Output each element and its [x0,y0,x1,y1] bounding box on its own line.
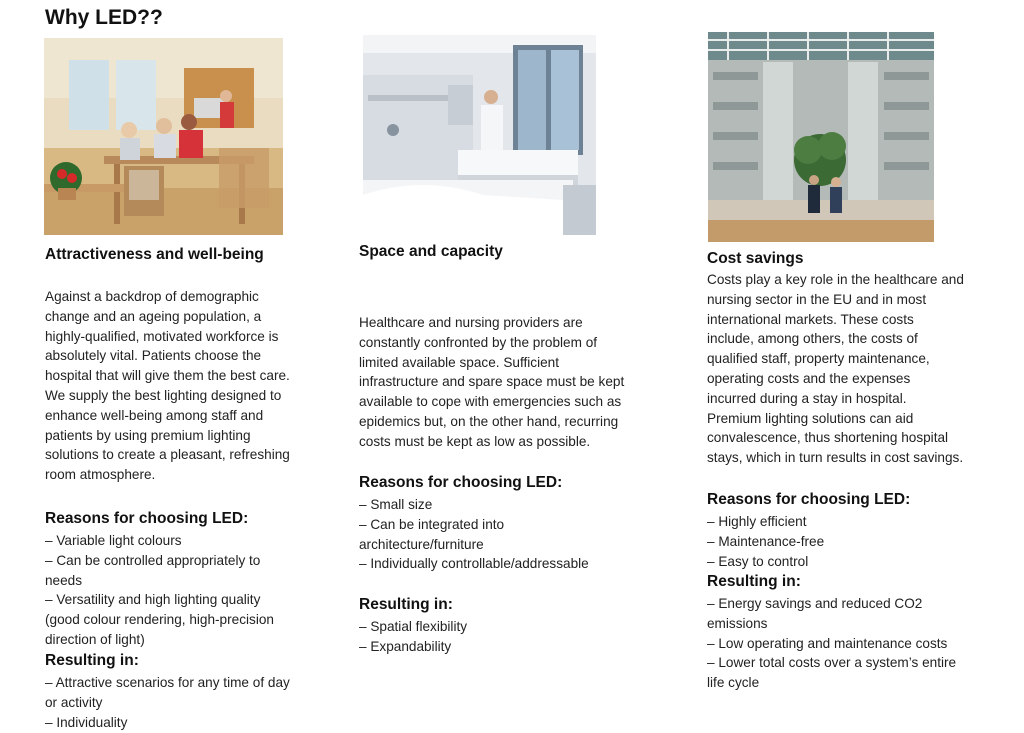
list-item: – Easy to control [707,553,809,569]
list-item: – Can be integrated into [359,516,505,532]
column-paragraph [45,287,345,485]
reasons-heading: Reasons for choosing LED: [45,510,249,527]
result-heading: Resulting in: [45,652,139,669]
list-item: – Individually controllable/addressable [359,556,589,572]
column-heading-cost: Cost savings [707,250,804,267]
reasons-list [45,531,345,650]
dining-room-photo [44,38,283,235]
text-line: Premium lighting solutions can aid [707,410,914,426]
reasons-list [359,495,659,574]
column-heading-attractiveness: Attractiveness and well-being [45,246,264,263]
text-line: operating costs and the expenses [707,370,911,386]
text-line: costs must be kept as low as possible. [359,433,591,449]
reasons-list [707,512,1007,571]
text-line: nursing sector in the EU and in most [707,291,927,307]
result-list [359,617,659,657]
text-line: hospital that will give them the best care. [45,368,290,384]
list-item: or activity [45,694,103,710]
list-item: life cycle [707,675,760,691]
reasons-heading: Reasons for choosing LED: [707,491,911,508]
text-line: convalescence, thus shortening hospital [707,430,949,446]
text-line: limited available space. Sufficient [359,354,559,370]
text-line: stays, which in turn results in cost savings. [707,450,964,466]
text-line: qualified staff, property maintenance, [707,351,930,367]
list-item: needs [45,572,83,588]
column-heading-space: Space and capacity [359,243,503,260]
text-line: patients by using premium lighting [45,427,251,443]
list-item: – Versatility and high lighting quality [45,592,261,608]
reasons-heading: Reasons for choosing LED: [359,474,563,491]
list-item: – Expandability [359,638,452,654]
hospital-room-photo [363,35,596,235]
text-line: Against a backdrop of demographic [45,289,259,304]
text-line: international markets. These costs [707,311,914,327]
result-list [45,673,345,732]
text-line: change and an ageing population, a [45,308,262,324]
atrium-photo [708,32,934,242]
result-heading: Resulting in: [359,596,453,613]
text-line: infrastructure and spare space must be kept [359,374,625,390]
text-line: Costs play a key role in the healthcare and [707,272,964,287]
list-item: architecture/furniture [359,536,484,552]
list-item: – Lower total costs over a system’s entire [707,655,957,671]
text-line: room atmosphere. [45,467,156,483]
list-item: – Spatial flexibility [359,619,468,634]
text-line: absolutely vital. Patients choose the [45,348,262,364]
list-item: – Maintenance-free [707,533,825,549]
list-item: – Can be controlled appropriately to [45,552,261,568]
result-heading: Resulting in: [707,573,801,590]
text-line: Healthcare and nursing providers are [359,315,583,330]
text-line: epidemics but, on the other hand, recurring [359,413,619,429]
text-line: available to cope with emergencies such as [359,394,622,410]
text-line: highly-qualified, motivated workforce is [45,328,279,344]
page-title: Why LED?? [45,6,163,29]
result-list [707,594,1007,693]
list-item: – Low operating and maintenance costs [707,635,948,651]
text-line: incurred during a stay in hospital. [707,390,907,406]
column-paragraph [707,270,1012,468]
list-item: – Highly efficient [707,514,807,529]
text-line: constantly confronted by the problem of [359,334,598,350]
list-item: – Energy savings and reduced CO2 [707,596,923,611]
list-item: – Small size [359,497,433,512]
text-line: We supply the best lighting designed to [45,387,282,403]
text-line: enhance well-being among staff and [45,407,264,423]
text-line: include, among others, the costs of [707,331,918,347]
list-item: (good colour rendering, high-precision [45,612,274,628]
list-item: – Individuality [45,714,128,730]
list-item: – Attractive scenarios for any time of day [45,675,290,690]
text-line: solutions to create a pleasant, refreshing [45,447,290,463]
list-item: emissions [707,615,768,631]
list-item: – Variable light colours [45,533,182,548]
list-item: direction of light) [45,631,145,647]
column-paragraph [359,313,659,452]
